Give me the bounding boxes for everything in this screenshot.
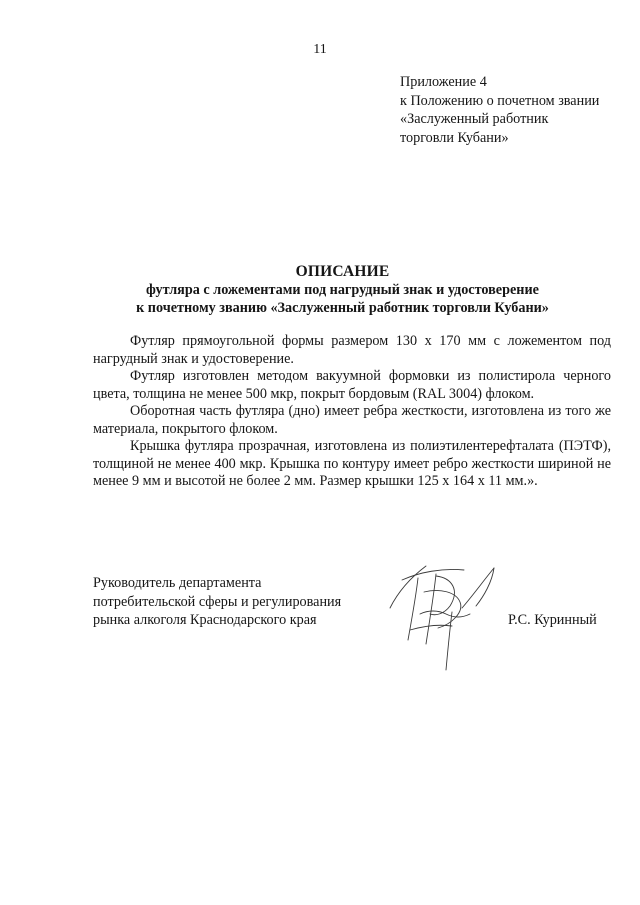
document-subtitle-line: к почетному званию «Заслуженный работник торговли Кубани»	[136, 300, 549, 316]
appendix-reference	[400, 73, 632, 147]
handwritten-signature	[380, 548, 510, 688]
page-number: 11	[313, 42, 327, 57]
body-paragraph: Оборотная часть футляра (дно) имеет ребра жесткости, изготовлена из того же материала, покрытого флоком.	[93, 403, 611, 437]
document-heading	[60, 262, 625, 317]
appendix-line: «Заслуженный работник	[400, 111, 549, 127]
document-title: ОПИСАНИЕ	[295, 263, 390, 280]
signatory-name: Р.С. Куринный	[508, 612, 597, 628]
body-paragraph: Крышка футляра прозрачная, изготовлена из полиэтилентерефталата (ПЭТФ), толщиной не менее 400 мкр. Крышка по контуру имеет ребро жесткости шириной не менее 9 мм и высотой не более 2 мм. Размер крышки 125 х 164 х 11 мм.».	[93, 438, 611, 489]
signatory-position-line: Руководитель департамента	[93, 575, 262, 591]
appendix-line: торговли Кубани»	[400, 129, 509, 146]
body-paragraph: Футляр прямоугольной формы размером 130 х 170 мм с ложементом под нагрудный знак и удостоверение.	[93, 333, 611, 367]
document-body	[93, 333, 611, 491]
body-paragraph: Футляр изготовлен методом вакуумной формовки из полистирола черного цвета, толщина не менее 500 мкр, покрыт бордовым (RAL 3004) флоком.	[93, 368, 611, 402]
signatory-position	[93, 574, 393, 630]
appendix-line: Приложение 4	[400, 74, 487, 90]
appendix-line: к Положению о почетном звании	[400, 92, 600, 109]
signatory-position-line: рынка алкоголя Краснодарского края	[93, 612, 317, 628]
document-subtitle-line: футляра с ложементами под нагрудный знак и удостоверение	[146, 282, 539, 298]
signatory-position-line: потребительской сферы и регулирования	[93, 593, 342, 610]
